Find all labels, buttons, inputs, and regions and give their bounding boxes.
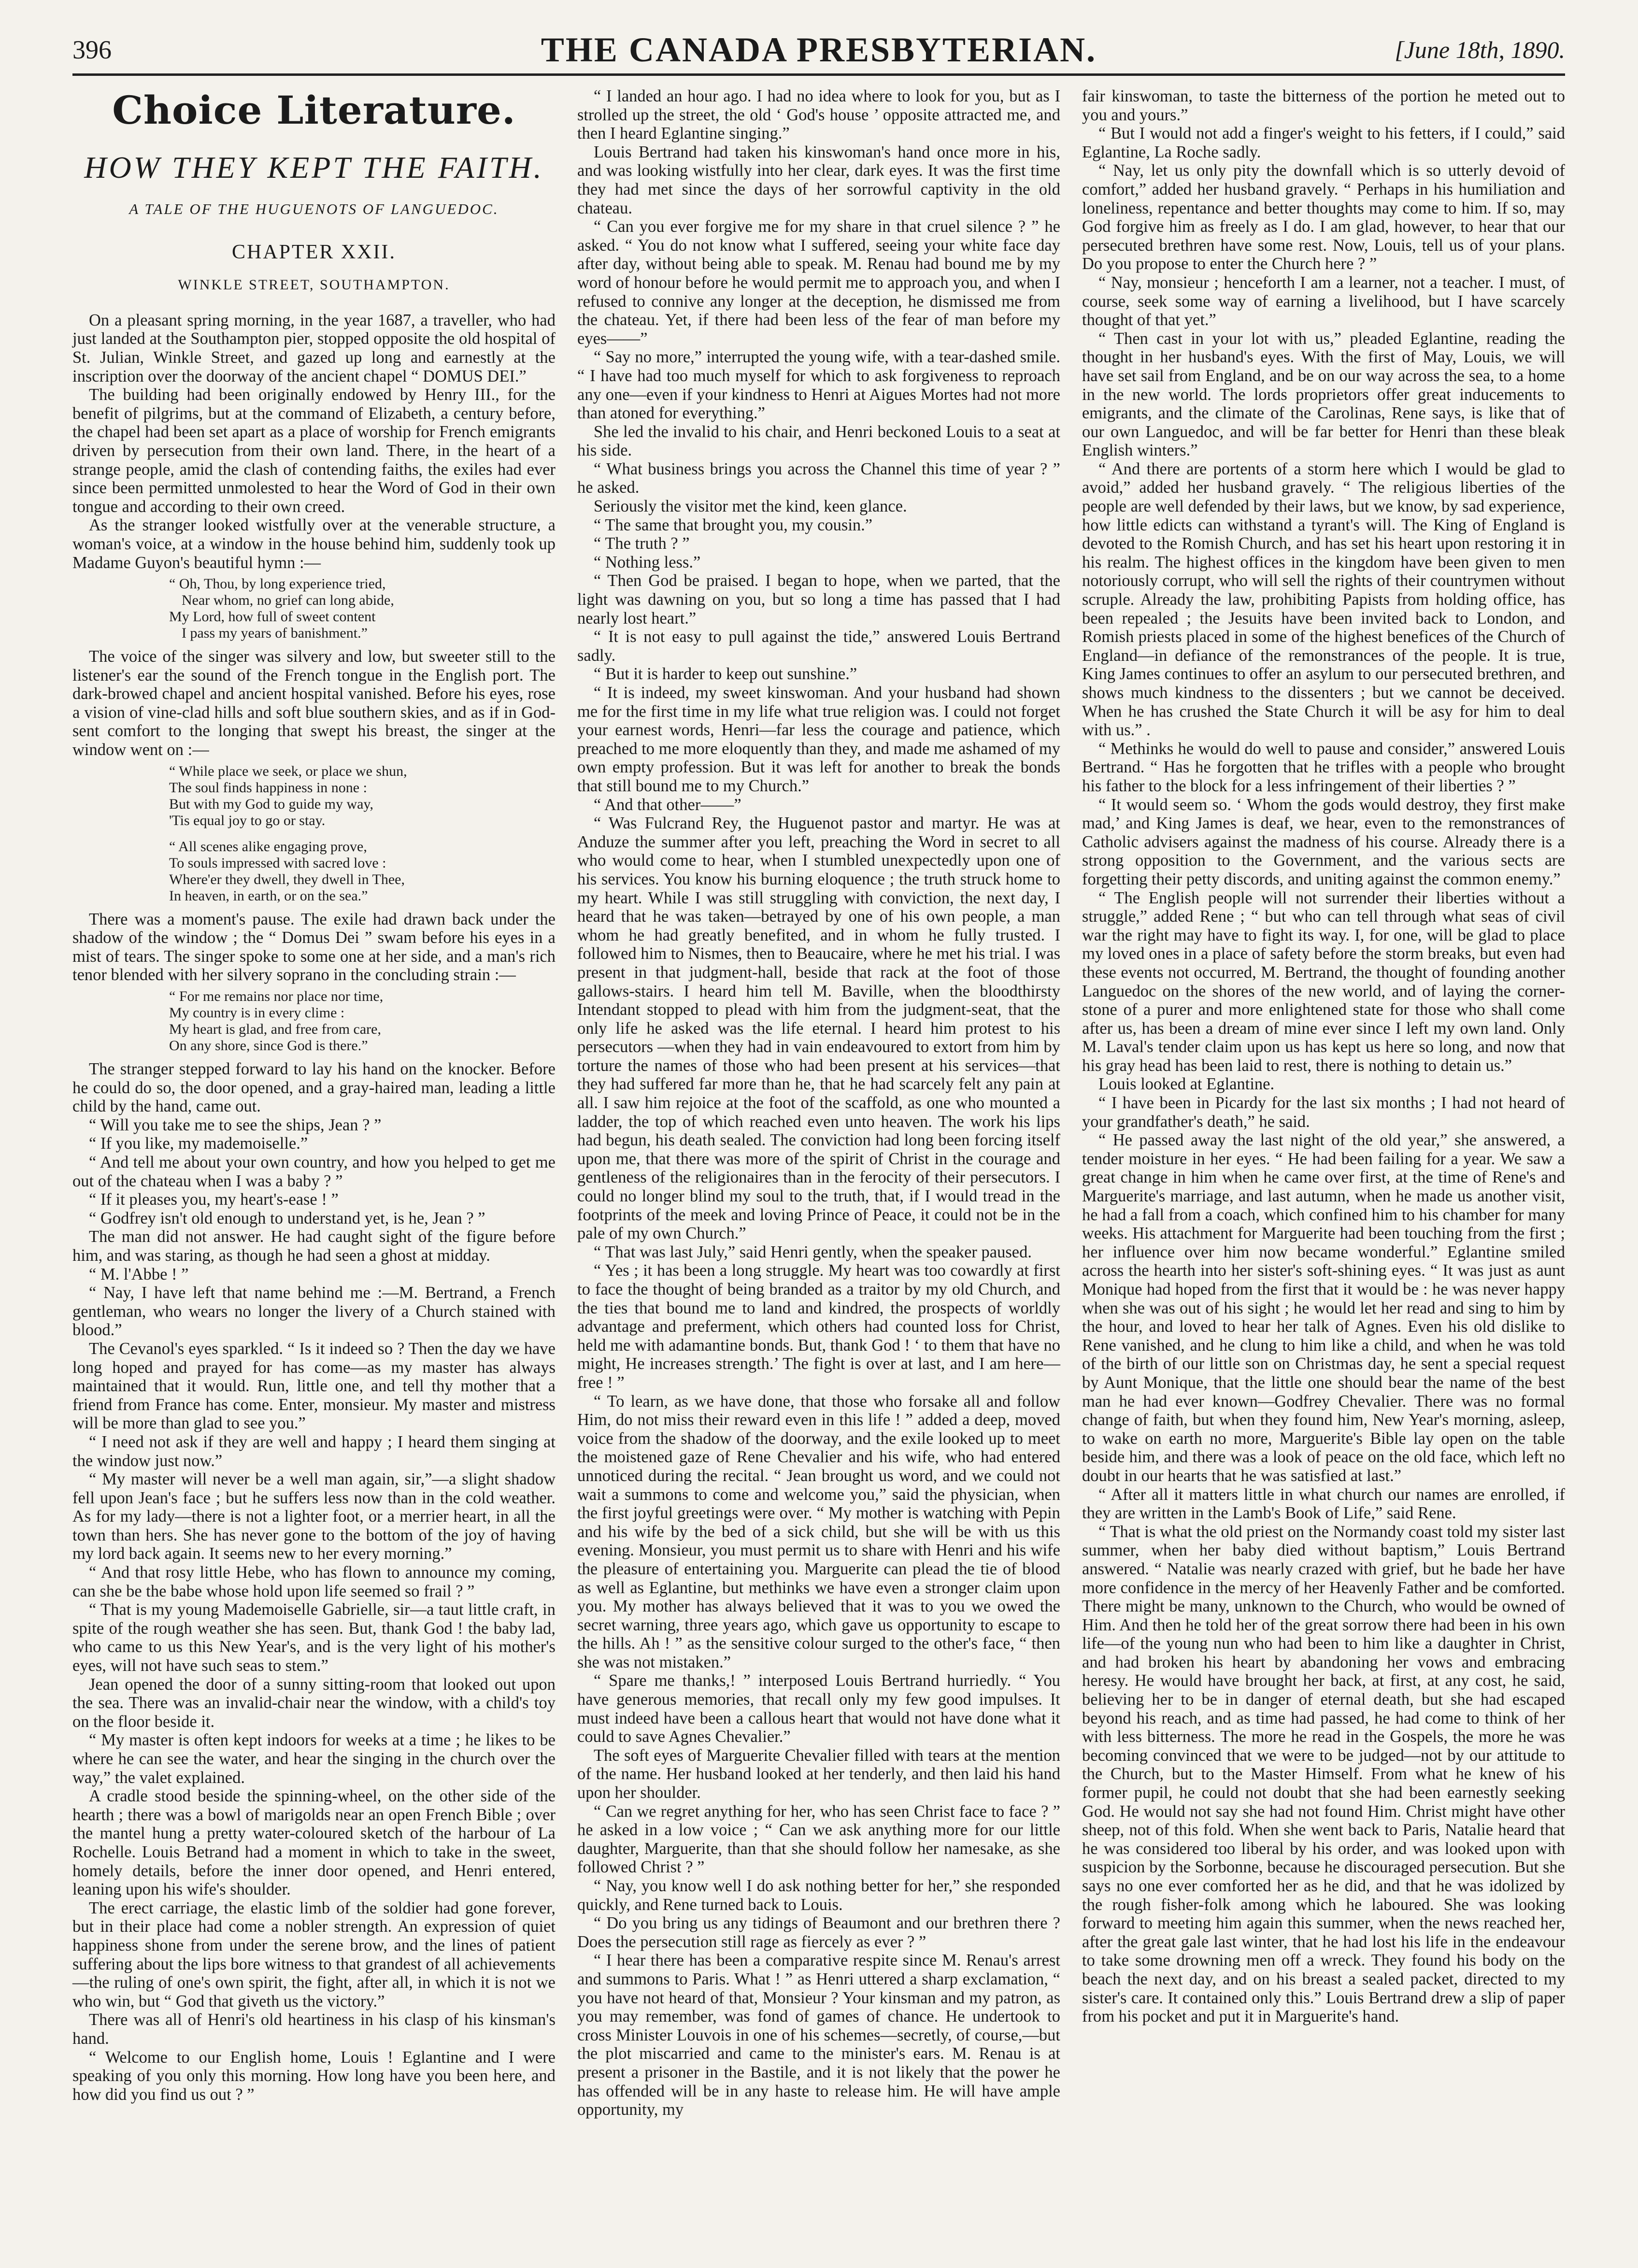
verse-line: In heaven, in earth, or on the sea.”: [169, 887, 368, 904]
issue-date: [June 18th, 1890.: [1395, 36, 1565, 63]
page-header: [72, 30, 1565, 76]
hymn-verse: [72, 988, 555, 1054]
paragraph: “ And tell me about your own country, and how you helped to get me out of the chateau when I was a baby ? ”: [72, 1153, 555, 1190]
paragraph: A cradle stood beside the spinning-wheel, on the other side of the hearth ; there was a bowl of marigolds near an open French Bible ; over the mantel hung a pretty water-coloured sketch of the harbour of La Rochelle. Louis Betrand had a moment in which to take in the sweet, homely details, before the inner door opened, and Henri entered, leaning upon his wife's shoulder.: [72, 1787, 555, 1899]
paragraph: “ Nay, you know well I do ask nothing better for her,” she responded quickly, and Rene turned back to Louis.: [577, 1877, 1060, 1914]
paragraph: fair kinswoman, to taste the bitterness of the portion he meted out to you and yours.”: [1082, 87, 1565, 124]
paragraph: “ My master will never be a well man again, sir,”—a slight shadow fell upon Jean's face ; but he suffers less now than in the cold weather. As for my lady—there is not a lighter foot, or a merrier heart, in all the town than hers. She has never gone to the bottom of the joy of having my lord back again. It seems new to her every morning.”: [72, 1470, 555, 1563]
paragraph: “ I have been in Picardy for the last six months ; I had not heard of your grandfather's death,” he said.: [1082, 1094, 1565, 1131]
paragraph: The Cevanol's eyes sparkled. “ Is it indeed so ? Then the day we have long hoped and prayed for has come—as my master has always maintained that it would. Run, little one, and tell thy mother that a friend from France has come. Enter, monsieur. My master and mistress will be more than glad to see you.”: [72, 1339, 555, 1433]
verse-line: The soul finds happiness in none :: [169, 779, 367, 796]
verse-line: Near whom, no grief can long abide,: [182, 592, 394, 609]
paragraph: “ Was Fulcrand Rey, the Huguenot pastor and martyr. He was at Anduze the summer after you left, preaching the Word in secret to all who would come to hear, when I stumbled unexpectedly upon one of his services. You know his burning eloquence ; the truth struck home to my heart. While I was still struggling with conviction, the next day, I heard that he was taken—betrayed by one of his own people, a man whom he had greatly benefited, and in whom he fully trusted. I followed him to Nismes, then to Beaucaire, where he met his trial. I was present in that judgment-hall, beside that rack at the foot of those gallows-stairs. I heard him tell M. Baville, when the bloodthirsty Intendant stopped to plead with him from the judgment-seat, that the only life he asked was the life eternal. I heard him protest to his persecutors —when they had in vain endeavoured to extort from him by torture the names of those who had been present at his services—that they had suffered far more than he, that he had scarcely felt any pain at all. I saw him rejoice at the foot of the scaffold, as one who mounted a ladder, the top of which reached even unto heaven. The work his lips had begun, his death sealed. The conviction had long been forcing itself upon me, that there was more of the spirit of Christ in the courage and gentleness of the religionaires than in the ferocity of their persecutors. I could no longer blind my soul to the truth, that, if I would tread in the footprints of the meek and loving Prince of Peace, it could not be in the pale of my own Church.”: [577, 814, 1060, 1243]
paragraph: “ I need not ask if they are well and happy ; I heard them singing at the window just now.”: [72, 1432, 555, 1470]
paragraph: “ The truth ? ”: [594, 534, 690, 553]
paragraph: “ Will you take me to see the ships, Jean ? ”: [89, 1115, 382, 1134]
paragraph: “ He passed away the last night of the old year,” she answered, a tender moisture in her eyes. “ He had been failing for a year. We saw a great change in him when he came over first, at the time of Rene's and Marguerite's marriage, and last autumn, when he made us another visit, he had a fall from a coach, which confined him to his chamber for many weeks. His attachment for Marguerite had been touching from the first ; her influence over him now became wonderful.” Eglantine smiled across the hearth into her sister's soft-shining eyes. “ It was just as aunt Monique had hoped from the first that it would be : he was never happy when she was out of his sight ; he would let her read and sing to him by the hour, and loved to hear her talk of Agnes. Even his old dislike to Rene vanished, and he clung to him like a child, and when he was told of the birth of our little son on Christmas day, he sent a special request by Aunt Monique, that the little one should bear the name of the best man he had ever known—Godfrey Chevalier. There was no formal change of faith, but when they found him, New Year's morning, asleep, to wake on earth no more, Marguerite's Bible lay open on the table beside him, and there was a look of peace on the old face, which left no doubt in our hearts that he was satisfied at last.”: [1082, 1131, 1565, 1485]
paragraph: The building had been originally endowed by Henry III., for the benefit of pilgrims, but at the command of Elizabeth, a century before, the chapel had been set apart as a place of worship for French emigrants driven by persecution from their own land. There, in the heart of a strange people, amid the clash of contending faiths, the exiles had ever since been permitted unmolested to hear the Word of God in their own tongue and according to their own creed.: [72, 385, 555, 516]
verse-line: Where'er they dwell, they dwell in Thee,: [169, 871, 405, 887]
paragraph: “ The same that brought you, my cousin.”: [594, 515, 873, 534]
paragraph: “ M. l'Abbe ! ”: [89, 1265, 189, 1284]
masthead: THE CANADA PRESBYTERIAN.: [541, 30, 1097, 69]
paragraph: “ After all it matters little in what church our names are enrolled, if they are written in the Lamb's Book of Life,” said Rene.: [1082, 1485, 1565, 1523]
paragraph: “ But I would not add a finger's weight to his fetters, if I could,” said Eglantine, La Roche sadly.: [1082, 124, 1565, 161]
paragraph: “ It would seem so. ‘ Whom the gods would destroy, they first make mad,’ and King James is deaf, we hear, even to the remonstrances of Catholic advisers against the madness of his course. Already there is a strong opposition to the Government, and the various sects are forgetting their petty discords, and uniting against the common enemy.”: [1082, 795, 1565, 888]
chapter-heading: CHAPTER XXII.: [232, 241, 396, 263]
paragraph: “ Nay, let us only pity the downfall which is so utterly devoid of comfort,” added her husband gravely. “ Perhaps in his humiliation and loneliness, repentance and better thoughts may come to him. If so, may God forgive him as freely as I do. I am glad, however, to hear that our persecuted brethren have some rest. Now, Louis, tell us of your plans. Do you propose to enter the Church here ? ”: [1082, 161, 1565, 273]
story-subtitle: A TALE OF THE HUGUENOTS OF LANGUEDOC.: [129, 200, 499, 217]
verse-line: My Lord, how full of sweet content: [169, 609, 376, 625]
paragraph: The man did not answer. He had caught sight of the figure before him, and was staring, as though he had seen a ghost at midday.: [72, 1227, 555, 1265]
verse-line: But with my God to guide my way,: [169, 796, 374, 812]
paragraph: “ That is what the old priest on the Normandy coast told my sister last summer, when her baby died without baptism,” Louis Bertrand answered. “ Natalie was nearly crazed with grief, but he bade her have more confidence in the mercy of her Heavenly Father and be comforted. There might be many, unknown to the Church, who would be owned of Him. And then he told her of the great sorrow there had been in his own life—of the young nun who had been to him like a daughter in Christ, and had broken his heart by abandoning her vows and embracing heresy. He would have brought her back, at first, at any cost, he said, believing her to be in danger of eternal death, but she had escaped beyond his reach, and as time had passed, he had come to think of her with less bitterness. The more he read in the Gospels, the more he was becoming convinced that we were to be judged—not by our attitude to the Church, but to the Master Himself. From what he knew of his former pupil, he could not doubt that she had been earnestly seeking God. He would not say she had not found Him. Christ might have other sheep, not of this fold. When she went back to Paris, Natalie heard that he was considered too liberal by his order, and was looked upon with suspicion by the Sorbonne, because he discouraged persecution. But she says no one ever comforted her as he did, and that he was idolized by the rough fisher-folk among which he laboured. She was looking forward to meeting him again this summer, when the news reached her, after the great gale last winter, that he had lost his life in the endeavour to take some drowning men off a wreck. They found his body on the beach the next day, and on his breast a sealed packet, directed to my sister's care. It contained only this.” Louis Bertrand drew a slip of paper from his pocket and put it in Marguerite's hand.: [1082, 1522, 1565, 2026]
chapter-place: WINKLE STREET, SOUTHAMPTON.: [178, 277, 450, 293]
paragraph: “ To learn, as we have done, that those who forsake all and follow Him, do not miss their reward even in this life ! ” added a deep, moved voice from the shadow of the doorway, and the exile looked up to meet the moistened gaze of Rene Chevalier and his wife, who had entered unnoticed during the recital. “ Jean brought us word, and we could not wait a summons to come and welcome you,” said the physician, when the first joyful greetings were over. “ My mother is watching with Pepin and his wife by the bed of a sick child, but she will be with us this evening. Monsieur, you must permit us to share with Henri and his wife the pleasure of entertaining you. Marguerite can plead the tie of blood as well as Eglantine, but methinks we have even a stronger claim upon you. My mother has always believed that it was to you we owed the secret warning, three years ago, which gave us opportunity to escape to the hills. Ah ! ” as the sensitive colour surged to the other's face, “ then she was not mistaken.”: [577, 1392, 1060, 1671]
paragraph: There was a moment's pause. The exile had drawn back under the shadow of the window ; the “ Domus Dei ” swam before his eyes in a mist of tears. The singer spoke to some one at her side, and a man's rich tenor blended with her silvery soprano in the concluding strain :—: [72, 910, 555, 984]
column-2: [577, 87, 1060, 2119]
verse-line: “ All scenes alike engaging prove,: [169, 838, 367, 855]
paragraph: “ It is not easy to pull against the tide,” answered Louis Bertrand sadly.: [577, 628, 1060, 665]
page-number: 396: [72, 35, 112, 64]
verse-line: On any shore, since God is there.”: [169, 1038, 368, 1054]
paragraph: “ Nay, I have left that name behind me :—M. Bertrand, a French gentleman, who wears no longer the livery of a Church stained with blood.”: [72, 1284, 555, 1340]
paragraph: “ But it is harder to keep out sunshine.”: [594, 665, 857, 684]
verse-line: To souls impressed with sacred love :: [169, 855, 386, 871]
hymn-verse: [72, 576, 555, 642]
column-3: [1082, 87, 1565, 2026]
paragraph: Louis looked at Eglantine.: [1098, 1075, 1275, 1094]
paragraph: “ Welcome to our English home, Louis ! Eglantine and I were speaking of you only this morning. How long have you been here, and how did you find us out ? ”: [72, 2048, 555, 2104]
paragraph: “ And that other——”: [594, 795, 741, 814]
column-1: [72, 87, 555, 2104]
paragraph: The voice of the singer was silvery and low, but sweeter still to the listener's ear the sound of the French tongue in the English port. The dark-browed chapel and ancient hospital vanished. Before his eyes, rose a vision of vine-clad hills and soft blue southern skies, and as if in God-sent comfort to the longing that swept his breast, the singer at the window went on :—: [72, 647, 555, 759]
verse-line: I pass my years of banishment.”: [182, 625, 368, 642]
paragraph: “ Godfrey isn't old enough to understand yet, is he, Jean ? ”: [89, 1209, 485, 1227]
paragraph: “ Yes ; it has been a long struggle. My heart was too cowardly at first to face the thought of being branded as a traitor by my old Church, and the ties that bound me to land and kindred, the prospects of worldly advantage and preferment, which others had counted loss for Christ, held me with adamantine bonds. But, thank God ! ‘ to them that have no might, He increases strength.’ The fight is over at last, and I am here—free ! ”: [577, 1261, 1060, 1392]
paragraph: “ Then cast in your lot with us,” pleaded Eglantine, reading the thought in her husband's eyes. With the first of May, Louis, we will have set sail from England, and be on our way across the sea, to a home in the new world. The lords proprietors offer great inducements to emigrants, and the climate of the Carolinas, Rene says, is like that of our own Languedoc, and will be far better for Henri than these bleak English winters.”: [1082, 329, 1565, 460]
verse-line: “ While place we seek, or place we shun,: [169, 763, 407, 779]
paragraph: “ Can we regret anything for her, who has seen Christ face to face ? ” he asked in a low voice ; “ Can we ask anything more for our little daughter, Marguerite, than that she should follow her namesake, as she followed Christ ? ”: [577, 1802, 1060, 1877]
paragraph: She led the invalid to his chair, and Henri beckoned Louis to a seat at his side.: [577, 422, 1060, 460]
paragraph: “ If it pleases you, my heart's-ease ! ”: [89, 1190, 339, 1209]
section-title: Choice Literature.: [112, 87, 516, 133]
paragraph: “ Methinks he would do well to pause and consider,” answered Louis Bertrand. “ Has he forgotten that he trifles with a people who brought his father to the block for a less infringement of their liberties ? ”: [1082, 739, 1565, 795]
paragraph: There was all of Henri's old heartiness in his clasp of his kinsman's hand.: [72, 2011, 555, 2048]
paragraph: Jean opened the door of a sunny sitting-room that looked out upon the sea. There was an invalid-chair near the window, with a child's toy on the floor beside it.: [72, 1675, 555, 1731]
story-title: HOW THEY KEPT THE FAITH.: [84, 150, 544, 185]
hymn-verse: [72, 763, 555, 904]
paragraph: “ And that rosy little Hebe, who has flown to announce my coming, can she be the babe whose hold upon life seemed so frail ? ”: [72, 1563, 555, 1600]
verse-line: “ Oh, Thou, by long experience tried,: [169, 576, 386, 592]
paragraph: The erect carriage, the elastic limb of the soldier had gone forever, but in their place had come a nobler strength. An expression of quiet happiness shone from under the serene brow, and the lines of patient suffering about the lips bore witness to that grandest of all achievements—the ruling of one's own spirit, the fight, after all, in which it is not we who win, but “ God that giveth us the victory.”: [72, 1898, 555, 2011]
paragraph: “ Then God be praised. I began to hope, when we parted, that the light was dawning on you, but so long a time has passed that I had nearly lost heart.”: [577, 571, 1060, 628]
verse-line: 'Tis equal joy to go or stay.: [169, 812, 326, 828]
paragraph: “ That was last July,” said Henri gently, when the speaker paused.: [594, 1242, 1032, 1261]
paragraph: “ And there are portents of a storm here which I would be glad to avoid,” added her husband gravely. “ The religious liberties of the people are well defended by their laws, but we know, by sad experience, how little edicts can withstand a tyrant's will. The King of England is devoted to the Romish Church, and has set his heart upon restoring it in his realm. The highest offices in the kingdom have been given to men notoriously corrupt, who will sell the rights of their countrymen without scruple. Already the law, prohibiting Papists from holding office, has been repealed ; the Jesuits have been invited back to London, and Romish priests placed in some of the highest benefices of the Church of England—in defiance of the remonstrances of the people. It is true, King James continues to offer an asylum to our persecuted brethren, and shows much kindness to the dissenters ; but we cannot be deceived. When he has crushed the State Church it will be asy for him to deal with us.” .: [1082, 459, 1565, 740]
paragraph: On a pleasant spring morning, in the year 1687, a traveller, who had just landed at the Southampton pier, stopped opposite the old hospital of St. Julian, Winkle Street, and gazed up long and earnestly at the inscription over the doorway of the ancient chapel “ DOMUS DEI.”: [72, 311, 555, 385]
paragraph: “ It is indeed, my sweet kinswoman. And your husband had shown me for the first time in my life what true religion was. I could not forget your earnest words, Henri—far less the courage and patience, which preached to me more eloquently than they, and made me ashamed of my own empty profession. But it was left for another to break the bonds that still bound me to my Church.”: [577, 684, 1060, 795]
paragraph: Seriously the visitor met the kind, keen glance.: [594, 497, 907, 516]
paragraph: “ Nothing less.”: [594, 553, 701, 571]
paragraph: “ Say no more,” interrupted the young wife, with a tear-dashed smile. “ I have had too much myself for which to ask forgiveness to reproach any one—even if your kindness to Henri at Aigues Mortes had not more than atoned for everything.”: [577, 348, 1060, 423]
verse-line: “ For me remains nor place nor time,: [169, 988, 384, 1005]
paragraph: “ Spare me thanks,! ” interposed Louis Bertrand hurriedly. “ You have generous memories, that recall only my few good impulses. It must indeed have been a callous heart that would not have done what it could to save Agnes Chevalier.”: [577, 1671, 1060, 1746]
verse-line: My country is in every clime :: [169, 1005, 345, 1021]
paragraph: “ Do you bring us any tidings of Beaumont and our brethren there ? Does the persecution still rage as fiercely as ever ? ”: [577, 1914, 1060, 1951]
paragraph: The stranger stepped forward to lay his hand on the knocker. Before he could do so, the door opened, and a gray-haired man, leading a little child by the hand, came out.: [72, 1060, 555, 1116]
verse-line: My heart is glad, and free from care,: [169, 1021, 381, 1038]
paragraph: The soft eyes of Marguerite Chevalier filled with tears at the mention of the name. Her husband looked at her tenderly, and then laid his hand upon her shoulder.: [577, 1746, 1060, 1802]
paragraph: “ Can you ever forgive me for my share in that cruel silence ? ” he asked. “ You do not know what I suffered, seeing your white face day after day, without being able to speak. M. Renau had bound me by my word of honour before he would permit me to approach you, and when I refused to connive any longer at the deception, he dismissed me from the chateau. Yet, if there had been less of the fear of man before my eyes——”: [577, 217, 1060, 348]
paragraph: “ I hear there has been a comparative respite since M. Renau's arrest and summons to Paris. What ! ” as Henri uttered a sharp exclamation, “ you have not heard of that, Monsieur ? Your kinsman and my patron, as you may remember, was fond of games of chance. He undertook to cross Minister Louvois in one of his schemes—secretly, of course,—but the plot miscarried and came to the minister's ears. M. Renau is at present a prisoner in the Bastile, and it is not likely that the power he has offended will be in any haste to release him. He will have ample opportunity, my: [577, 1951, 1060, 2119]
paragraph: “ I landed an hour ago. I had no idea where to look for you, but as I strolled up the street, the old ‘ God's house ’ opposite attracted me, and then I heard Eglantine singing.”: [577, 87, 1060, 143]
paragraph: “ The English people will not surrender their liberties without a struggle,” added Rene ; “ but who can tell through what seas of civil war the right may have to fight its way. I, for one, will be glad to place my loved ones in a place of safety before the storm breaks, but even had these events not occurred, M. Bertrand, the thought of founding another Languedoc on the shores of the new world, and of laying the corner-stone of a purer and more enlightened state for those who shall come after us, has been a dream of mine ever since I left my own land. Only M. Laval's tender claim upon us has kept us here so long, and now that his gray head has been laid to rest, there is nothing to detain us.”: [1082, 888, 1565, 1075]
paragraph: “ That is my young Mademoiselle Gabrielle, sir—a taut little craft, in spite of the rough weather she has seen. But, thank God ! the baby lad, who came to us this New Year's, and is the very light of his mother's eyes, will not have such seas to stem.”: [72, 1600, 555, 1675]
paragraph: “ What business brings you across the Channel this time of year ? ” he asked.: [577, 459, 1060, 497]
paragraph: Louis Bertrand had taken his kinswoman's hand once more in his, and was looking wistfully into her clear, dark eyes. It was the first time they had met since the days of her sorrowful captivity in the old chateau.: [577, 143, 1060, 217]
paragraph: As the stranger looked wistfully over at the venerable structure, a woman's voice, at a window in the house behind him, suddenly took up Madame Guyon's beautiful hymn :—: [72, 516, 555, 572]
paragraph: “ Nay, monsieur ; henceforth I am a learner, not a teacher. I must, of course, seek some way of earning a livelihood, but I have scarcely thought of that yet.”: [1082, 273, 1565, 329]
paragraph: “ If you like, my mademoiselle.”: [89, 1134, 308, 1153]
paragraph: “ My master is often kept indoors for weeks at a time ; he likes to be where he can see the water, and hear the singing in the church over the way,” the valet explained.: [72, 1731, 555, 1787]
